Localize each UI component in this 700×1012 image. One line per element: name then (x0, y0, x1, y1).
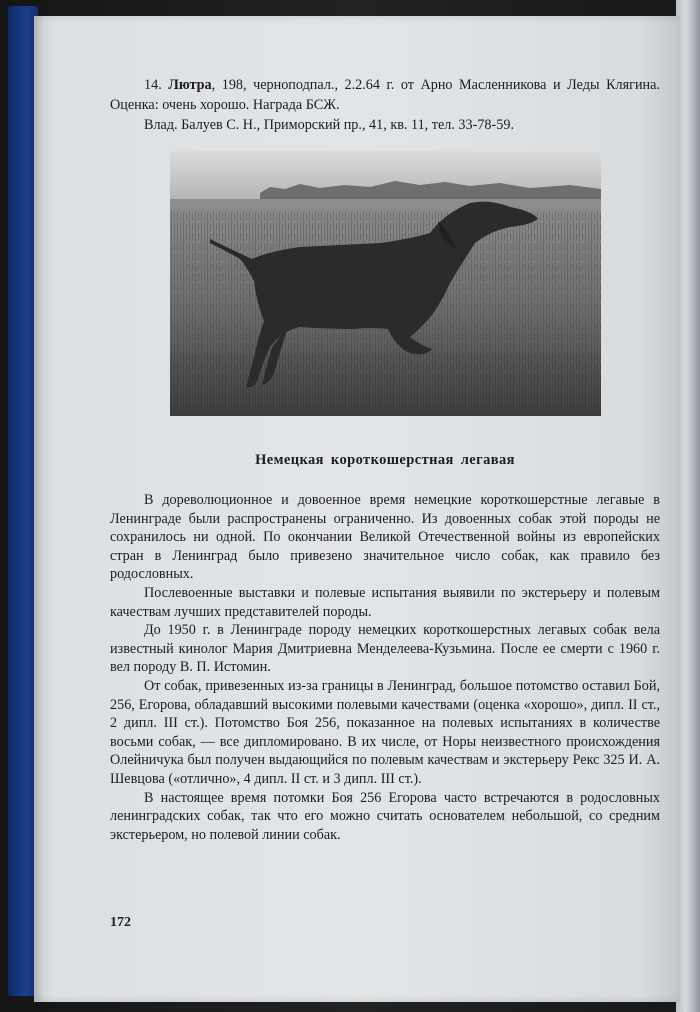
dog-entry (110, 75, 660, 135)
entry-owner: Влад. Балуев С. Н., Приморский пр., 41, кв. 11, тел. 33-78-59. (144, 117, 514, 133)
dog-name: Лютра (168, 77, 212, 93)
page-number: 172 (110, 915, 131, 930)
dog-photograph (170, 151, 601, 416)
book-page (34, 16, 680, 1002)
body-text (110, 491, 660, 844)
entry-number: 14. (144, 77, 162, 93)
paragraph: Послевоенные выставки и полевые испытания выявили по экстерьеру и полевым качествам лучших представителей породы. (110, 584, 660, 620)
paragraph: До 1950 г. в Ленинграде породу немецких короткошерстных легавых собак вела известный кинолог Мария Дмитриевна Менделеева-Кузьмина. После ее смерти с 1960 г. вел породу В. П. Истомин. (110, 622, 660, 676)
paragraph: В настоящее время потомки Боя 256 Егорова часто встречаются в родословных ленинградских собак, так что его можно считать основателем небольшой, со средним экстерьером, но полевой линии собак. (110, 789, 660, 843)
paragraph: От собак, привезенных из-за границы в Ленинград, большое потомство оставил Бой, 256, Егорова, обладавший высокими полевыми качествами (оценка «хорошо», дипл. II ст., 2 дипл. III ст.). Потомство Боя 256, показанное на полевых испытаниях в количестве восьми собак, — все дипломировано. В их числе, от Норы неизвестного происхождения Олейничука был получен выдающийся по полевым качествам и экстерьеру Рекс 325 И. А. Шевцова («отлично», 4 дипл. II ст. и 3 дипл. III ст.). (110, 677, 660, 787)
entry-details: , 198, черноподпал., 2.2.64 г. от Арно Масленникова и Леды Клягина. Оценка: очень хорошо. Награда БСЖ. (110, 77, 660, 113)
entry-line (110, 75, 660, 115)
section-title: Немецкая короткошерстная легавая (255, 452, 515, 468)
paragraph: В дореволюционное и довоенное время немецкие короткошерстные легавые в Ленинграде были распространены ограниченно. Из довоенных собак этой породы не сохранилось ни одной. По окончании Великой Отечественной войны из европейских стран в Ленинград было привезено значительное число собак, как правило без родословных. (110, 492, 660, 583)
